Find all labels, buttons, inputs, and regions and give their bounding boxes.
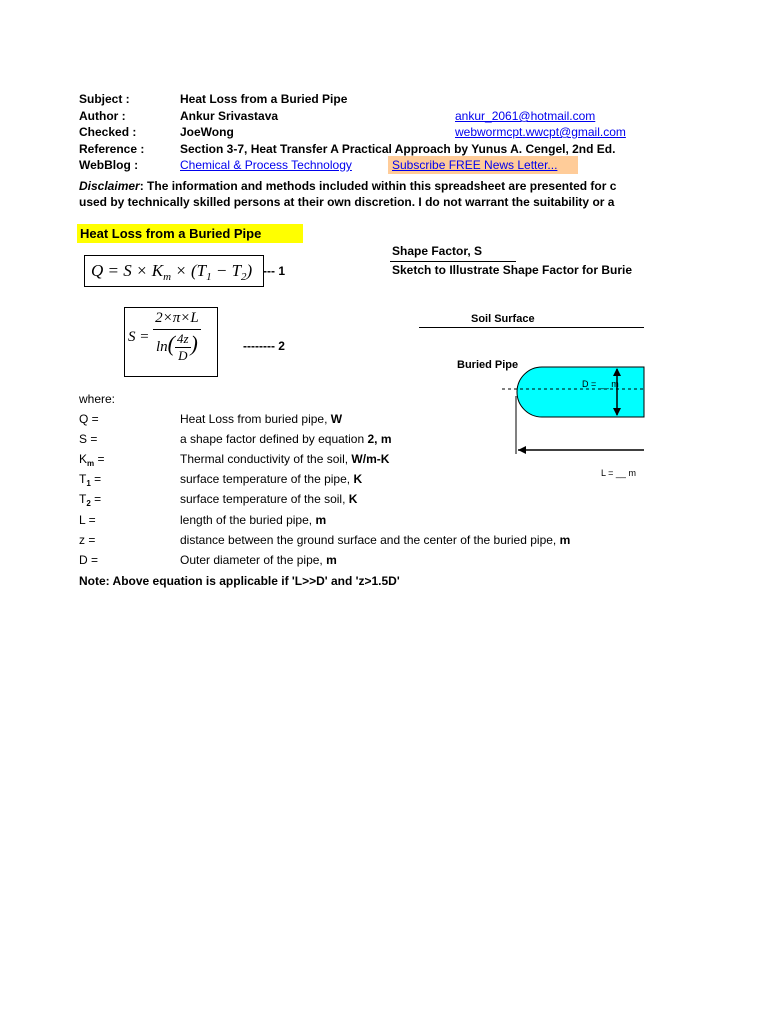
applicability-note: Note: Above equation is applicable if 'L>>D' and 'z>1.5D' <box>79 574 400 588</box>
def-sym-d: D = <box>79 553 99 567</box>
equation-1-box <box>84 255 264 287</box>
length-label: L = __ m <box>601 468 636 478</box>
subject-label: Subject : <box>79 92 130 106</box>
weblog-label: WebBlog : <box>79 158 139 172</box>
disclaimer-text-1: : The information and methods included within this spreadsheet are presented for c <box>139 179 617 193</box>
equation-2-box <box>124 307 218 377</box>
def-sym-z: z = <box>79 533 96 547</box>
def-sym-s: S = <box>79 432 98 446</box>
length-arrow-head <box>518 446 526 454</box>
sketch-title: Sketch to Illustrate Shape Factor for Burie <box>392 263 633 277</box>
author-email-link[interactable]: ankur_2061@hotmail.com <box>455 109 596 123</box>
equation-1-number: --- 1 <box>263 264 285 278</box>
weblog-link[interactable]: Chemical & Process Technology <box>180 158 352 172</box>
reference-label: Reference : <box>79 142 145 156</box>
author-label: Author : <box>79 109 126 123</box>
checked-email-link[interactable]: webwormcpt.wwcpt@gmail.com <box>455 125 626 139</box>
author-value: Ankur Srivastava <box>180 109 279 123</box>
soil-surface-line <box>419 327 644 328</box>
def-desc-km: Thermal conductivity of the soil, W/m-K <box>180 452 390 466</box>
soil-surface-label: Soil Surface <box>471 313 535 325</box>
newsletter-link[interactable]: Subscribe FREE News Letter... <box>392 158 558 172</box>
disclaimer-label: Disclaimer <box>79 179 140 193</box>
buried-pipe-label: Buried Pipe <box>457 359 519 371</box>
def-sym-q: Q = <box>79 412 99 426</box>
disclaimer-line-2: used by technically skilled persons at their own discretion. I do not warrant the suitability or a <box>79 195 615 209</box>
def-desc-t1: surface temperature of the pipe, K <box>180 472 363 486</box>
def-desc-l: length of the buried pipe, m <box>180 513 327 527</box>
def-sym-t1: $T_1$ = <box>79 472 102 488</box>
equation-2: S = 2×π×L ln( $\frac{4z}{D}$ ) <box>128 310 199 364</box>
pipe-sketch <box>500 360 645 470</box>
where-label: where: <box>79 392 116 406</box>
def-desc-d: Outer diameter of the pipe, m <box>180 553 337 567</box>
diameter-label: D = __ m <box>582 379 619 389</box>
reference-value: Section 3-7, Heat Transfer A Practical Approach by Yunus A. Cengel, 2nd Ed. <box>180 142 616 156</box>
def-desc-s: a shape factor defined by equation 2, m <box>180 432 392 446</box>
def-desc-z: distance between the ground surface and the center of the buried pipe, m <box>180 533 571 547</box>
checked-value: JoeWong <box>180 125 234 139</box>
subject-value: Heat Loss from a Buried Pipe <box>180 92 348 106</box>
checked-label: Checked : <box>79 125 137 139</box>
def-desc-t2: surface temperature of the soil, K <box>180 492 358 506</box>
disclaimer-line-1 <box>79 178 645 194</box>
shape-factor-title: Shape Factor, S <box>392 244 483 258</box>
section-title: Heat Loss from a Buried Pipe <box>80 226 262 241</box>
equation-1: $Q = S \times K_m \times (T_1 - T_2)$ <box>91 261 253 283</box>
pipe-body <box>517 367 644 417</box>
def-sym-t2: $T_2$ = <box>79 492 102 508</box>
def-sym-l: L = <box>79 513 96 527</box>
def-desc-q: Heat Loss from buried pipe, W <box>180 412 343 426</box>
def-sym-km: $K_m$ = <box>79 452 105 468</box>
equation-2-number: -------- 2 <box>243 339 285 353</box>
